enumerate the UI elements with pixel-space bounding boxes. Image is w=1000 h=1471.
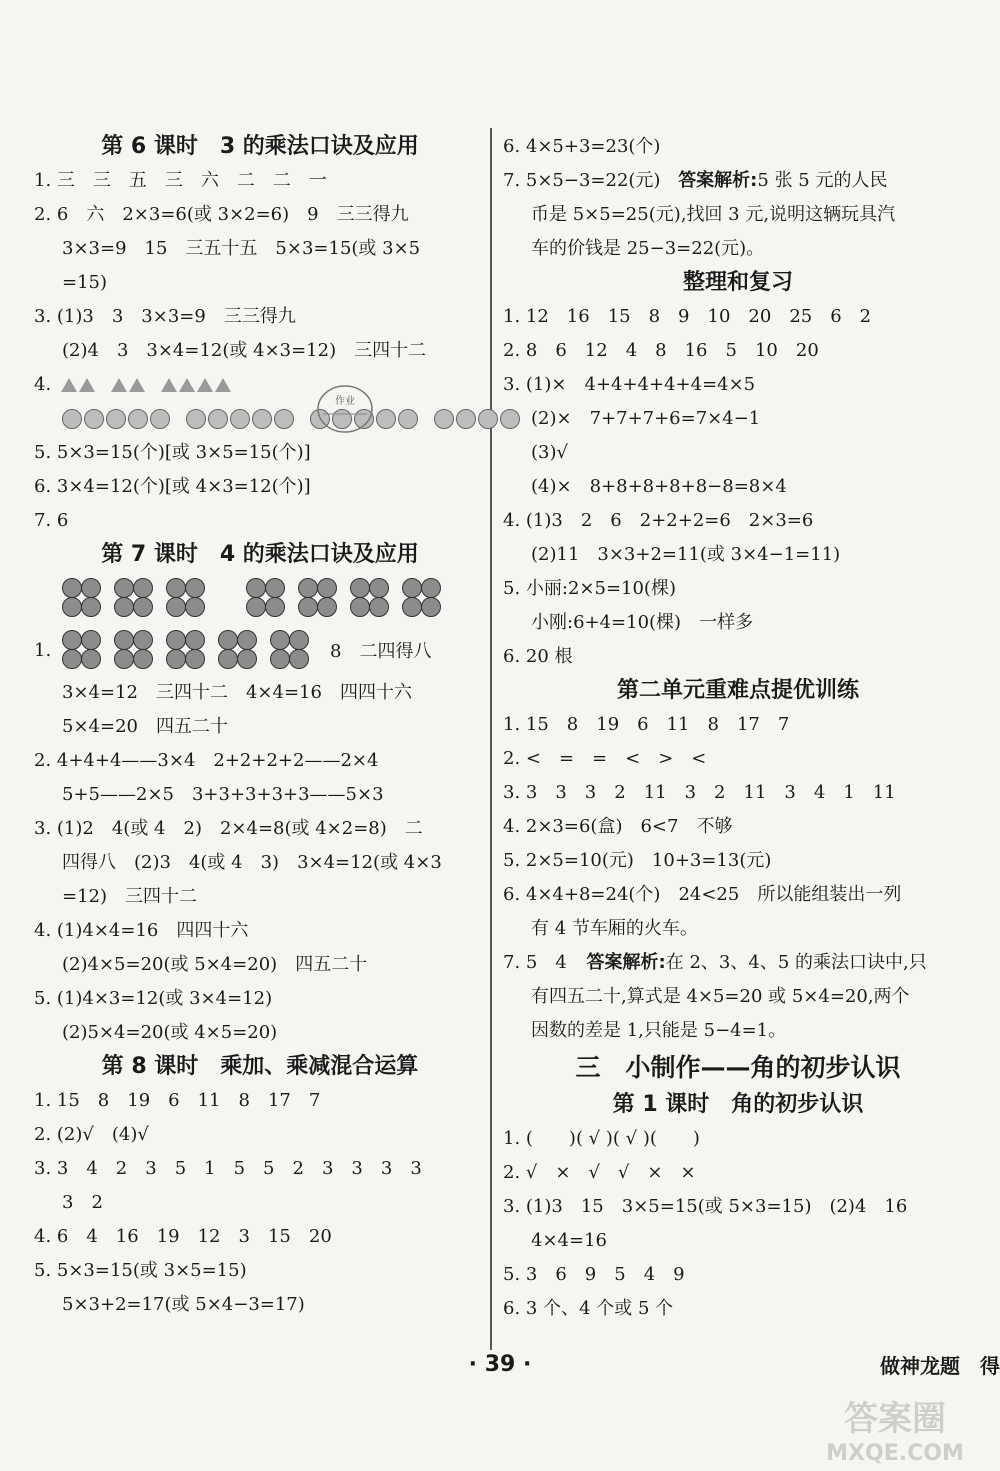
- unit-3-lesson-1-title: 第 1 课时 角的初步认识: [612, 1092, 864, 1117]
- answer-line: 6. 20 根: [503, 646, 573, 667]
- answer-line: (3)√: [531, 442, 568, 463]
- answer-line: 4. 6 4 16 19 12 3 15 20: [34, 1226, 332, 1247]
- answer-line: 2. √ × √ √ × ×: [503, 1162, 696, 1183]
- clover-icon: [166, 578, 206, 618]
- clover-icon: [166, 630, 206, 670]
- answer-line: 4. 2×3=6(盒) 6<7 不够: [503, 816, 733, 837]
- clover-icon: [114, 578, 154, 618]
- unit-2-title: 第二单元重难点提优训练: [616, 678, 859, 703]
- answer-line: 1. 三 三 五 三 六 二 二 一: [34, 170, 327, 191]
- answer-line: (2)4 3 3×4=12(或 4×3=12) 三四十二: [62, 340, 427, 361]
- watermark-url: MXQE.COM: [826, 1441, 964, 1466]
- answer-line: 5. 5×3=15(或 3×5=15): [34, 1260, 247, 1281]
- answer-line: 5×4=20 四五二十: [62, 716, 228, 737]
- answer-line: [503, 164, 973, 198]
- answer-number: 4.: [34, 374, 52, 395]
- clover-icon: [62, 578, 102, 618]
- answer-line: 2. (2)√ (4)√: [34, 1124, 149, 1145]
- answer-line: 3. (1)× 4+4+4+4+4=4×5: [503, 374, 756, 395]
- page-number: · 39 ·: [468, 1352, 532, 1377]
- answer-line: 5. 3 6 9 5 4 9: [503, 1264, 685, 1285]
- answer-line: 6. 4×5+3=23(个): [503, 136, 661, 157]
- answer-text: 在 2、3、4、5 的乘法口诀中,只: [665, 952, 927, 973]
- answer-line: 3×3=9 15 三五十五 5×3=15(或 3×5: [62, 238, 421, 259]
- answer-line: 1. ( )( √ )( √ )( ): [503, 1128, 700, 1149]
- answer-line: (4)× 8+8+8+8+8−8=8×4: [531, 476, 787, 497]
- answer-line: 四得八 (2)3 4(或 4 3) 3×4=12(或 4×3: [62, 852, 442, 873]
- answer-line: (2)4×5=20(或 5×4=20) 四五二十: [62, 954, 368, 975]
- answer-line: 4. (1)3 2 6 2+2+2=6 2×3=6: [503, 510, 814, 531]
- answer-line: 有四五二十,算式是 4×5=20 或 5×4=20,两个: [531, 986, 910, 1007]
- answer-text: 7. 5 4: [503, 952, 567, 973]
- answer-line: 币是 5×5=25(元),找回 3 元,说明这辆玩具汽: [531, 204, 896, 225]
- answer-line: 3. 3 4 2 3 5 1 5 5 2 3 3 3 3: [34, 1158, 422, 1179]
- answer-line: 2. 6 六 2×3=6(或 3×2=6) 9 三三得九: [34, 204, 409, 225]
- answer-line: 7. 6: [34, 510, 69, 531]
- answer-line: 6. 3×4=12(个)[或 4×3=12(个)]: [34, 476, 311, 497]
- answer-line: 1. 12 16 15 8 9 10 20 25 6 2: [503, 306, 872, 327]
- lesson-8-title: 第 8 课时 乘加、乘减混合运算: [101, 1054, 419, 1079]
- answer-line: 6. 4×4+8=24(个) 24<25 所以能组装出一列: [503, 884, 902, 905]
- right-column: [503, 130, 973, 1326]
- answer-line: 2. 8 6 12 4 8 16 5 10 20: [503, 340, 819, 361]
- triangles-row: [34, 368, 486, 402]
- clover-icon: [298, 578, 338, 618]
- homework-stamp-icon: [315, 382, 375, 436]
- clover-icon: [114, 630, 154, 670]
- answer-line: 小刚:6+4=10(棵) 一样多: [531, 612, 754, 633]
- answer-line: 因数的差是 1,只能是 5−4=1。: [531, 1020, 787, 1041]
- answer-line: [503, 946, 973, 980]
- answer-line: 车的价钱是 25−3=22(元)。: [531, 238, 765, 259]
- answer-line: 3×4=12 三四十二 4×4=16 四四十六: [62, 682, 412, 703]
- triangle-group: [161, 378, 233, 392]
- lesson-6-title: 第 6 课时 3 的乘法口诀及应用: [101, 134, 419, 159]
- left-column: [34, 130, 486, 1322]
- review-title: 整理和复习: [682, 270, 793, 295]
- answer-line: 5×3+2=17(或 5×4−3=17): [62, 1294, 305, 1315]
- clover-icon: [62, 630, 102, 670]
- answer-line: 5. 5×3=15(个)[或 3×5=15(个)]: [34, 442, 311, 463]
- answer-line: 1. 15 8 19 6 11 8 17 7: [34, 1090, 321, 1111]
- answer-line: 1. 15 8 19 6 11 8 17 7: [503, 714, 790, 735]
- circle-group: [62, 409, 172, 429]
- answer-analysis-label: 答案解析:: [678, 170, 758, 191]
- unit-3-title: 三 小制作——角的初步认识: [575, 1053, 901, 1082]
- answer-line: (2)11 3×3+2=11(或 3×4−1=11): [531, 544, 841, 565]
- brand-text: 做神龙题 得: [880, 1354, 1000, 1378]
- triangle-group: [111, 378, 147, 392]
- clover-icon: [218, 630, 258, 670]
- answer-line: 5. (1)4×3=12(或 3×4=12): [34, 988, 273, 1009]
- answer-line: 3. (1)2 4(或 4 2) 2×4=8(或 4×2=8) 二: [34, 818, 423, 839]
- answer-line: 6. 3 个、4 个或 5 个: [503, 1298, 674, 1319]
- answer-line: (2)× 7+7+7+6=7×4−1: [531, 408, 761, 429]
- answer-text: 5 张 5 元的人民: [757, 170, 888, 191]
- answer-line: 5+5——2×5 3+3+3+3+3——5×3: [62, 784, 384, 805]
- clover-icon: [246, 578, 286, 618]
- answer-line: 2. 4+4+4——3×4 2+2+2+2——2×4: [34, 750, 379, 771]
- triangle-group: [61, 378, 97, 392]
- clovers-row: [34, 624, 486, 676]
- clovers-row: [34, 572, 486, 624]
- answer-text: 8 二四得八: [330, 641, 432, 662]
- answer-analysis-label: 答案解析:: [586, 952, 666, 973]
- answer-line: 5. 小丽:2×5=10(棵): [503, 578, 676, 599]
- circles-row: [34, 402, 486, 436]
- answer-line: (2)5×4=20(或 4×5=20): [62, 1022, 278, 1043]
- answer-text: 7. 5×5−3=22(元): [503, 170, 661, 191]
- answer-line: 2. < = = < > <: [503, 748, 707, 769]
- stamp-text: 作业: [335, 396, 355, 407]
- lesson-7-title: 第 7 课时 4 的乘法口诀及应用: [101, 542, 419, 567]
- watermark-text: 答案圈: [844, 1399, 946, 1439]
- answer-line: 3. (1)3 3 3×3=9 三三得九: [34, 306, 296, 327]
- clover-icon: [402, 578, 442, 618]
- answer-line: 3. 3 3 3 2 11 3 2 11 3 4 1 11: [503, 782, 896, 803]
- answer-line: =12) 三四十二: [62, 886, 198, 907]
- clover-icon: [270, 630, 310, 670]
- answer-line: 4×4=16: [531, 1230, 607, 1251]
- answer-number: 1.: [34, 639, 52, 661]
- circle-group: [186, 409, 296, 429]
- clover-icon: [350, 578, 390, 618]
- watermark-logo: [800, 1390, 990, 1468]
- column-divider: [490, 128, 492, 1350]
- answer-line: 3 2: [62, 1192, 103, 1213]
- answer-line: 有 4 节车厢的火车。: [531, 918, 698, 939]
- answer-line: 4. (1)4×4=16 四四十六: [34, 920, 249, 941]
- answer-line: 5. 2×5=10(元) 10+3=13(元): [503, 850, 772, 871]
- answer-line: 3. (1)3 15 3×5=15(或 5×3=15) (2)4 16: [503, 1196, 908, 1217]
- answer-line: =15): [62, 272, 108, 293]
